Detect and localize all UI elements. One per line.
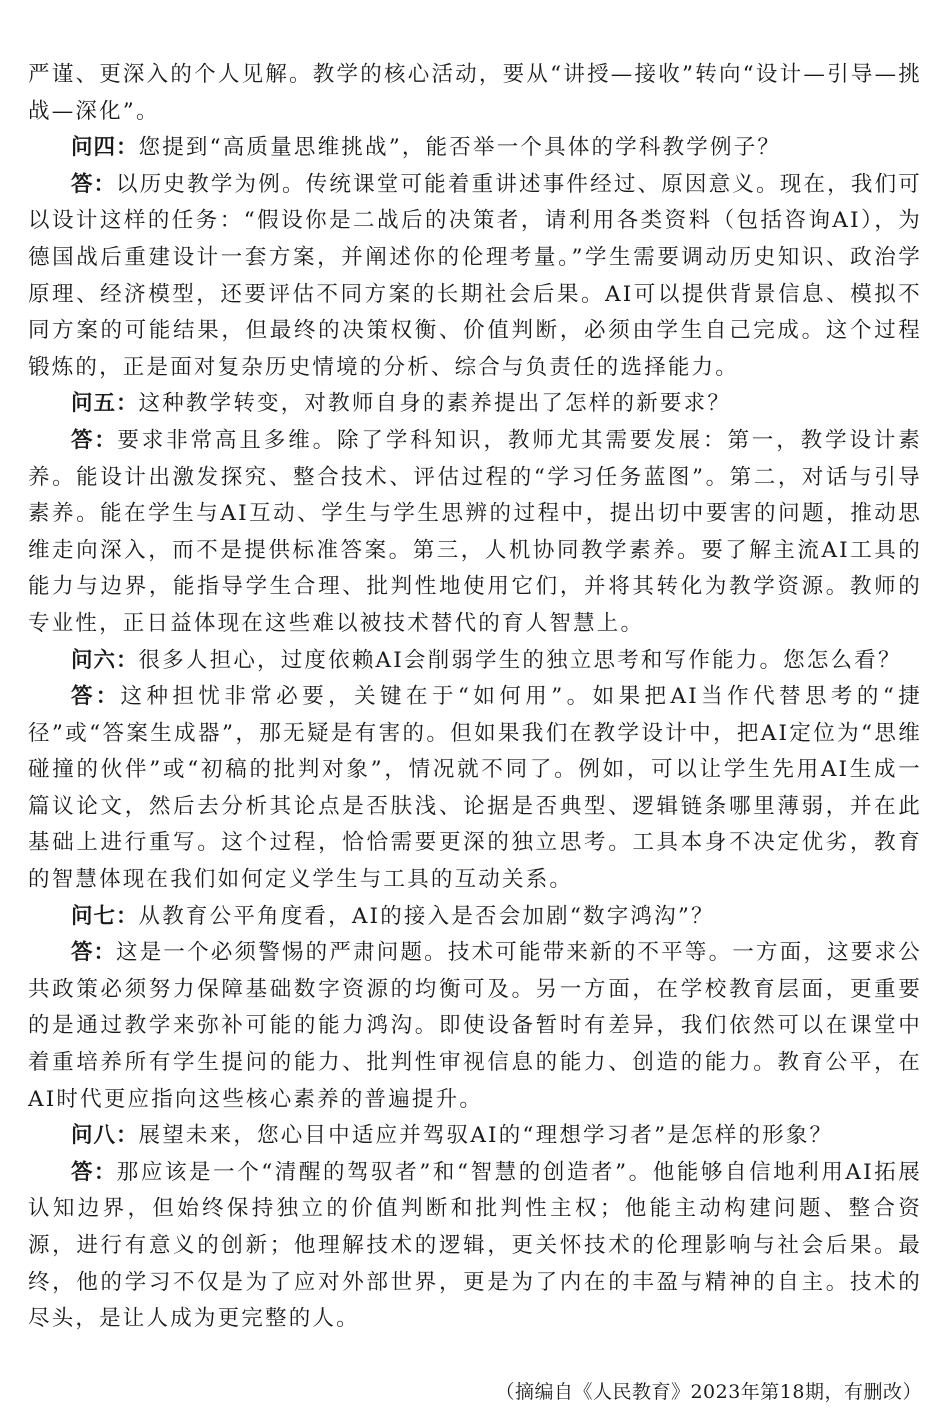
question-7	[28, 899, 922, 936]
question-6	[28, 643, 922, 680]
question-label: 问八：	[71, 1123, 139, 1149]
question-8	[28, 1118, 922, 1155]
answer-4	[28, 167, 922, 387]
answer-label: 答：	[71, 171, 117, 197]
answer-text: 要求非常高且多维。除了学科知识，教师尤其需要发展：第一，教学设计素养。能设计出激发探究、整合技术、评估过程的“学习任务蓝图”。第二，对话与引导素养。能在学生与AI互动、学生与学生思辨的过程中，提出切中要害的问题，推动思维走向深入，而不是提供标准答案。第三，人机协同教学素养。要了解主流AI工具的能力与边界，能指导学生合理、批判性地使用它们，并将其转化为教学资源。教师的专业性，正日益体现在这些难以被技术替代的育人智慧上。	[28, 427, 922, 636]
question-5	[28, 386, 922, 423]
answer-8	[28, 1155, 922, 1338]
source-citation: （摘编自《人民教育》2023年第18期，有删改）	[495, 1381, 922, 1403]
question-label: 问五：	[71, 391, 139, 417]
continuation-paragraph: 严谨、更深入的个人见解。教学的核心活动，要从“讲授—接收”转向“设计—引导—挑战—深化”。	[28, 62, 922, 124]
answer-6	[28, 679, 922, 899]
answer-label: 答：	[71, 427, 118, 453]
question-label: 问七：	[71, 903, 139, 929]
question-text: 很多人担心，过度依赖AI会削弱学生的独立思考和写作能力。您怎么看？	[138, 647, 902, 673]
answer-label: 答：	[71, 684, 121, 710]
question-label: 问六：	[71, 647, 139, 673]
answer-text: 这种担忧非常必要，关键在于“如何用”。如果把AI当作代替思考的“捷径”或“答案生成器”，那无疑是有害的。但如果我们在教学设计中，把AI定位为“思维碰撞的伙伴”或“初稿的批判对象”，情况就不同了。例如，可以让学生先用AI生成一篇议论文，然后去分析其论点是否肤浅、论据是否典型、逻辑链条哪里薄弱，并在此基础上进行重写。这个过程，恰恰需要更深的独立思考。工具本身不决定优劣，教育的智慧体现在我们如何定义学生与工具的互动关系。	[28, 684, 922, 893]
question-text: 展望未来，您心目中适应并驾驭AI的“理想学习者”是怎样的形象？	[138, 1123, 834, 1149]
answer-7	[28, 935, 922, 1118]
question-text: 这种教学转变，对教师自身的素养提出了怎样的新要求？	[138, 391, 732, 417]
answer-5	[28, 423, 922, 643]
question-text: 您提到“高质量思维挑战”，能否举一个具体的学科教学例子？	[138, 135, 782, 161]
answer-text: 那应该是一个“清醒的驾驭者”和“智慧的创造者”。他能够自信地利用AI拓展认知边界，但始终保持独立的价值判断和批判性主权；他能主动构建问题、整合资源，进行有意义的创新；他理解技术的逻辑，更关怀技术的伦理影响与社会后果。最终，他的学习不仅是为了应对外部世界，更是为了内在的丰盈与精神的自主。技术的尽头，是让人成为更完整的人。	[28, 1159, 922, 1332]
question-4	[28, 130, 922, 167]
answer-label: 答：	[71, 1159, 117, 1185]
article-body	[28, 57, 922, 1338]
answer-label: 答：	[71, 940, 117, 966]
answer-text: 以历史教学为例。传统课堂可能着重讲述事件经过、原因意义。现在，我们可以设计这样的任务：“假设你是二战后的决策者，请利用各类资料（包括咨询AI），为德国战后重建设计一套方案，并阐述你的伦理考量。”学生需要调动历史知识、政治学原理、经济模型，还要评估不同方案的长期社会后果。AI可以提供背景信息、模拟不同方案的可能结果，但最终的决策权衡、价值判断，必须由学生自己完成。这个过程锻炼的，正是面对复杂历史情境的分析、综合与负责任的选择能力。	[28, 171, 922, 380]
question-text: 从教育公平角度看，AI的接入是否会加剧“数字鸿沟”？	[138, 903, 715, 929]
question-label: 问四：	[71, 135, 139, 161]
answer-text: 这是一个必须警惕的严肃问题。技术可能带来新的不平等。一方面，这要求公共政策必须努力保障基础数字资源的均衡可及。另一方面，在学校教育层面，更重要的是通过教学来弥补可能的能力鸿沟。即使设备暂时有差异，我们依然可以在课堂中着重培养所有学生提问的能力、批判性审视信息的能力、创造的能力。教育公平，在AI时代更应指向这些核心素养的普遍提升。	[28, 940, 922, 1112]
